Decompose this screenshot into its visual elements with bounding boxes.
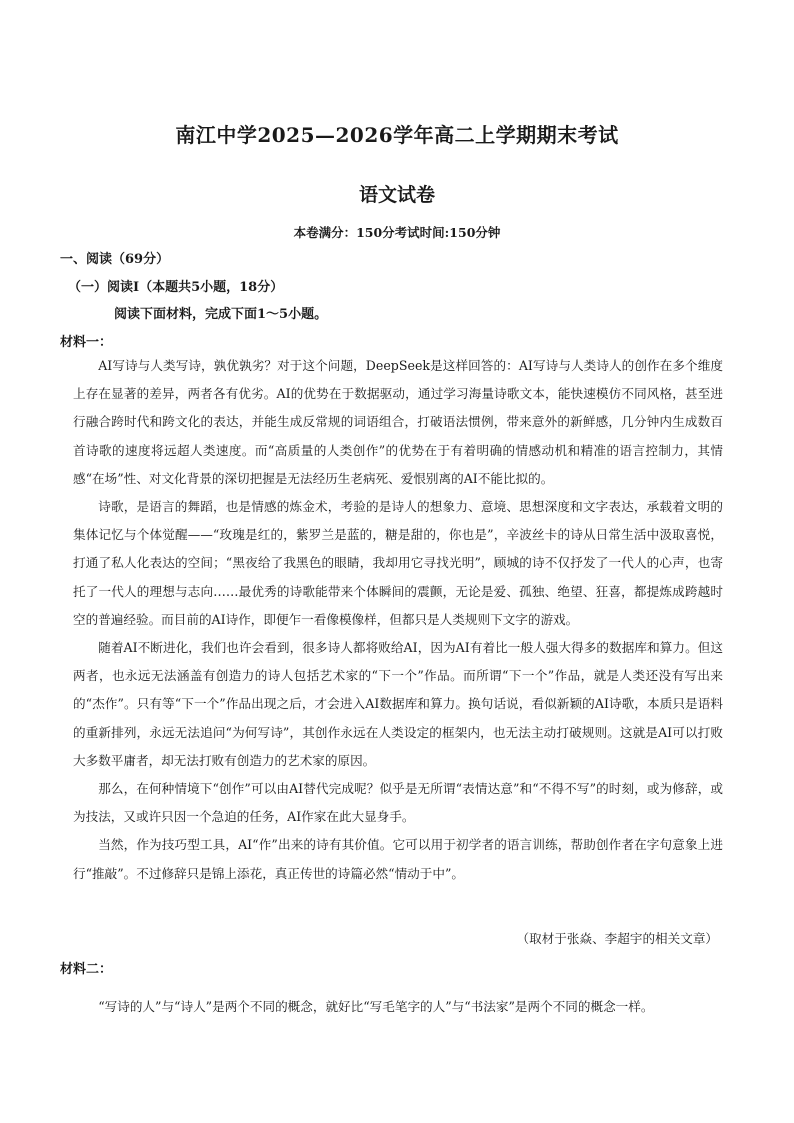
instruction: 阅读下面材料，完成下面1～5小题。: [114, 307, 328, 322]
material1-paragraph: AI写诗与人类写诗，孰优孰劣？对于这个问题，DeepSeek是这样回答的：AI写诗与人类诗人的创作在多个维度上存在显著的差异，两者各有优劣。AI的优势在于数据驱动，通过学习海量诗歌文本，能快速模仿不同风格，甚至进行融合跨时代和跨文化的表达，并能生成反常规的词语组合，打破语法惯例，带来意外的新鲜感，几分钟内生成数百首诗歌的速度将远超人类速度。而“高质量的人类创作”的优势在于有着明确的情感动机和精准的语言控制力，其情感“在场”性、对文化背景的深切把握是无法经历生老病死、爱恨别离的AI不能比拟的。: [73, 358, 723, 486]
section-heading: 一、阅读（69分）: [60, 252, 170, 267]
exam-meta: 本卷满分：150分考试时间:150分钟: [293, 225, 501, 240]
material1-paragraph: 当然，作为技巧型工具，AI“作”出来的诗有其价值。它可以用于初学者的语言训练，帮助创作者在字句意象上进行“推敲”。不过修辞只是锦上添花，真正传世的诗篇必然“情动于中”。: [73, 837, 723, 881]
exam-subtitle: 语文试卷: [358, 184, 435, 206]
material1-paragraph: 那么，在何种情境下“创作”可以由AI替代完成呢？似乎是无所谓“表情达意”和“不得不写”的时刻，或为修辞，或为技法，又或许只因一个急迫的任务，AI作家在此大显身手。: [73, 781, 723, 825]
sub-section-heading: （一）阅读Ⅰ（本题共5小题，18分）: [68, 280, 284, 295]
material2-label: 材料二：: [60, 962, 113, 977]
material1-body: [73, 352, 723, 888]
exam-title: 南江中学2025—2026学年高二上学期期末考试: [175, 123, 619, 147]
material1-label: 材料一：: [60, 335, 113, 350]
material1-paragraph: 诗歌，是语言的舞蹈，也是情感的炼金术，考验的是诗人的想象力、意境、思想深度和文字表达，承载着文明的集体记忆与个体觉醒——“玫瑰是红的，紫罗兰是蓝的，糖是甜的，你也是”，辛波丝卡的诗从日常生活中汲取喜悦，打通了私人化表达的空间；“黑夜给了我黑色的眼睛，我却用它寻找光明”，顾城的诗不仅抒发了一代人的心声，也寄托了一代人的理想与志向……最优秀的诗歌能带来个体瞬间的震颤，无论是爱、孤独、绝望、狂喜，都提炼成跨越时空的普遍经验。而目前的AI诗作，即便乍一看像模像样，但都只是人类规则下文字的游戏。: [73, 499, 723, 627]
material1-paragraph: 随着AI不断进化，我们也许会看到，很多诗人都将败给AI，因为AI有着比一般人强大得多的数据库和算力。但这两者，也永远无法涵盖有创造力的诗人包括艺术家的“下一个”作品。而所谓“下一个”作品，就是人类还没有写出来的“杰作”。只有等“下一个”作品出现之后，才会进入AI数据库和算力。换句话说，看似新颖的AI诗歌，本质只是语料的重新排列，永远无法追问“为何写诗”，其创作永远在人类设定的框架内，也无法主动打破规则。这就是AI可以打败大多数平庸者，却无法打败有创造力的艺术家的原因。: [73, 640, 723, 768]
material1-source: （取材于张焱、李超宇的相关文章）: [516, 931, 718, 946]
material2-paragraph: “写诗的人”与“诗人”是两个不同的概念，就好比“写毛笔字的人”与“书法家”是两个不同的概念一样。: [98, 998, 654, 1014]
